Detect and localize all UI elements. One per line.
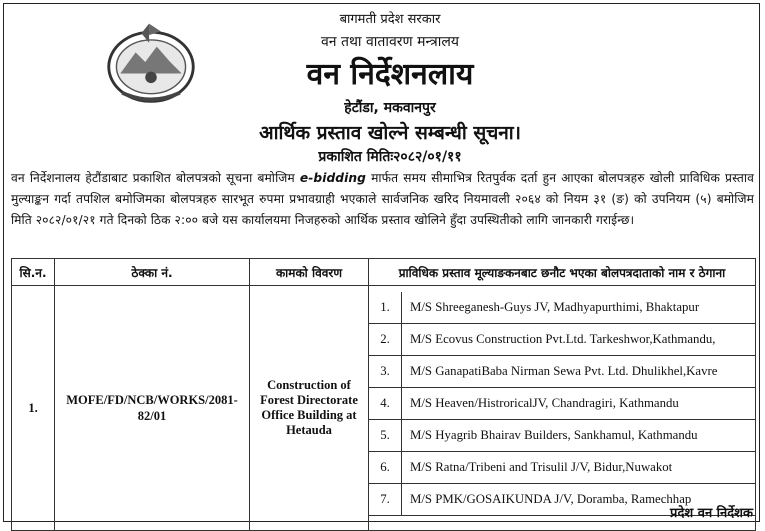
government-name: बागमती प्रदेश सरकार <box>339 12 441 27</box>
published-date: प्रकाशित मितिः२०८२/०१/११ <box>318 149 462 165</box>
bidders-list <box>369 292 755 516</box>
list-item <box>369 388 755 420</box>
bidder-number: 6. <box>369 452 402 484</box>
bidder-number: 3. <box>369 356 402 388</box>
list-item <box>369 292 755 324</box>
paragraph-part-1: वन निर्देशनालय हेटौंडाबाट प्रकाशित बोलपत्रको सूचना बमोजिम <box>11 171 295 185</box>
list-item <box>369 324 755 356</box>
notice-paragraph <box>11 168 754 231</box>
bidder-number: 5. <box>369 420 402 452</box>
row-sn: 1. <box>12 286 55 531</box>
ministry-name: वन तथा वातावरण मन्त्रालय <box>321 34 459 50</box>
signatory: प्रदेश वन निर्देशक <box>670 506 753 521</box>
header-sn: सि.न. <box>12 259 55 286</box>
list-item <box>369 356 755 388</box>
ebidding-term: e-bidding <box>299 171 367 185</box>
notice-title: आर्थिक प्रस्ताव खोल्ने सम्बन्धी सूचना। <box>259 122 521 144</box>
bidder-name: M/S Ratna/Tribeni and Trisulil J/V, Bidur,Nuwakot <box>402 452 756 484</box>
bidder-name: M/S Ecovus Construction Pvt.Ltd. Tarkeshwor,Kathmandu, <box>402 324 756 356</box>
header-bidders: प्राविधिक प्रस्ताव मूल्याङकनबाट छनौट भएका बोलपत्रदाताको नाम र ठेगाना <box>369 259 756 286</box>
header-contract: ठेक्का नं. <box>55 259 250 286</box>
paragraph-part-2: मार्फत समय सीमाभित्र रितपुर्वक दर्ता हुन आएका बोलपत्रहरु खोली प्राविधिक प्रस्ताव मुल्याङ्कन गर्दा तपशिल बमोजिमका बोलपत्रहरु सारभूत रुपमा प्रभावग्राही भएकाले सार्वजनिक खरिद नियमावली २०६४ को नियम ३१ (ङ) को उपनियम (५) बमोजिम मिति २०८२/०१/२१ गते दिनको ठिक २:०० बजे यस कार्यालयमा निजहरुको आर्थिक प्रस्ताव खोलिने हुँदा उपस्थितीको लागि जानकारी गराईन्छ। <box>11 171 755 227</box>
list-item <box>369 452 755 484</box>
bidder-number: 4. <box>369 388 402 420</box>
office-address: हेटौंडा, मकवानपुर <box>344 100 436 116</box>
bidders-table <box>11 258 756 531</box>
bidders-cell <box>369 286 756 531</box>
list-item <box>369 420 755 452</box>
table-row <box>12 286 756 531</box>
table-header-row <box>12 259 756 286</box>
header-work: कामको विवरण <box>250 259 369 286</box>
bidder-name: M/S Hyagrib Bhairav Builders, Sankhamul, Kathmandu <box>402 420 756 452</box>
bidder-number: 2. <box>369 324 402 356</box>
office-title: वन निर्देशनलाय <box>306 57 474 92</box>
bidder-name: M/S GanapatiBaba Nirman Sewa Pvt. Ltd. Dhulikhel,Kavre <box>402 356 756 388</box>
work-description: Construction of Forest Directorate Office Building at Hetauda <box>250 286 369 531</box>
bidder-number: 7. <box>369 484 402 516</box>
contract-number: MOFE/FD/NCB/WORKS/2081-82/01 <box>55 286 250 531</box>
bidder-name: M/S Shreeganesh-Guys JV, Madhyapurthimi, Bhaktapur <box>402 292 756 324</box>
bidder-name: M/S PMK/GOSAIKUNDA J/V, Doramba, Ramechhap <box>402 484 756 516</box>
bidder-name: M/S Heaven/HistroricalJV, Chandragiri, Kathmandu <box>402 388 756 420</box>
bidder-number: 1. <box>369 292 402 324</box>
